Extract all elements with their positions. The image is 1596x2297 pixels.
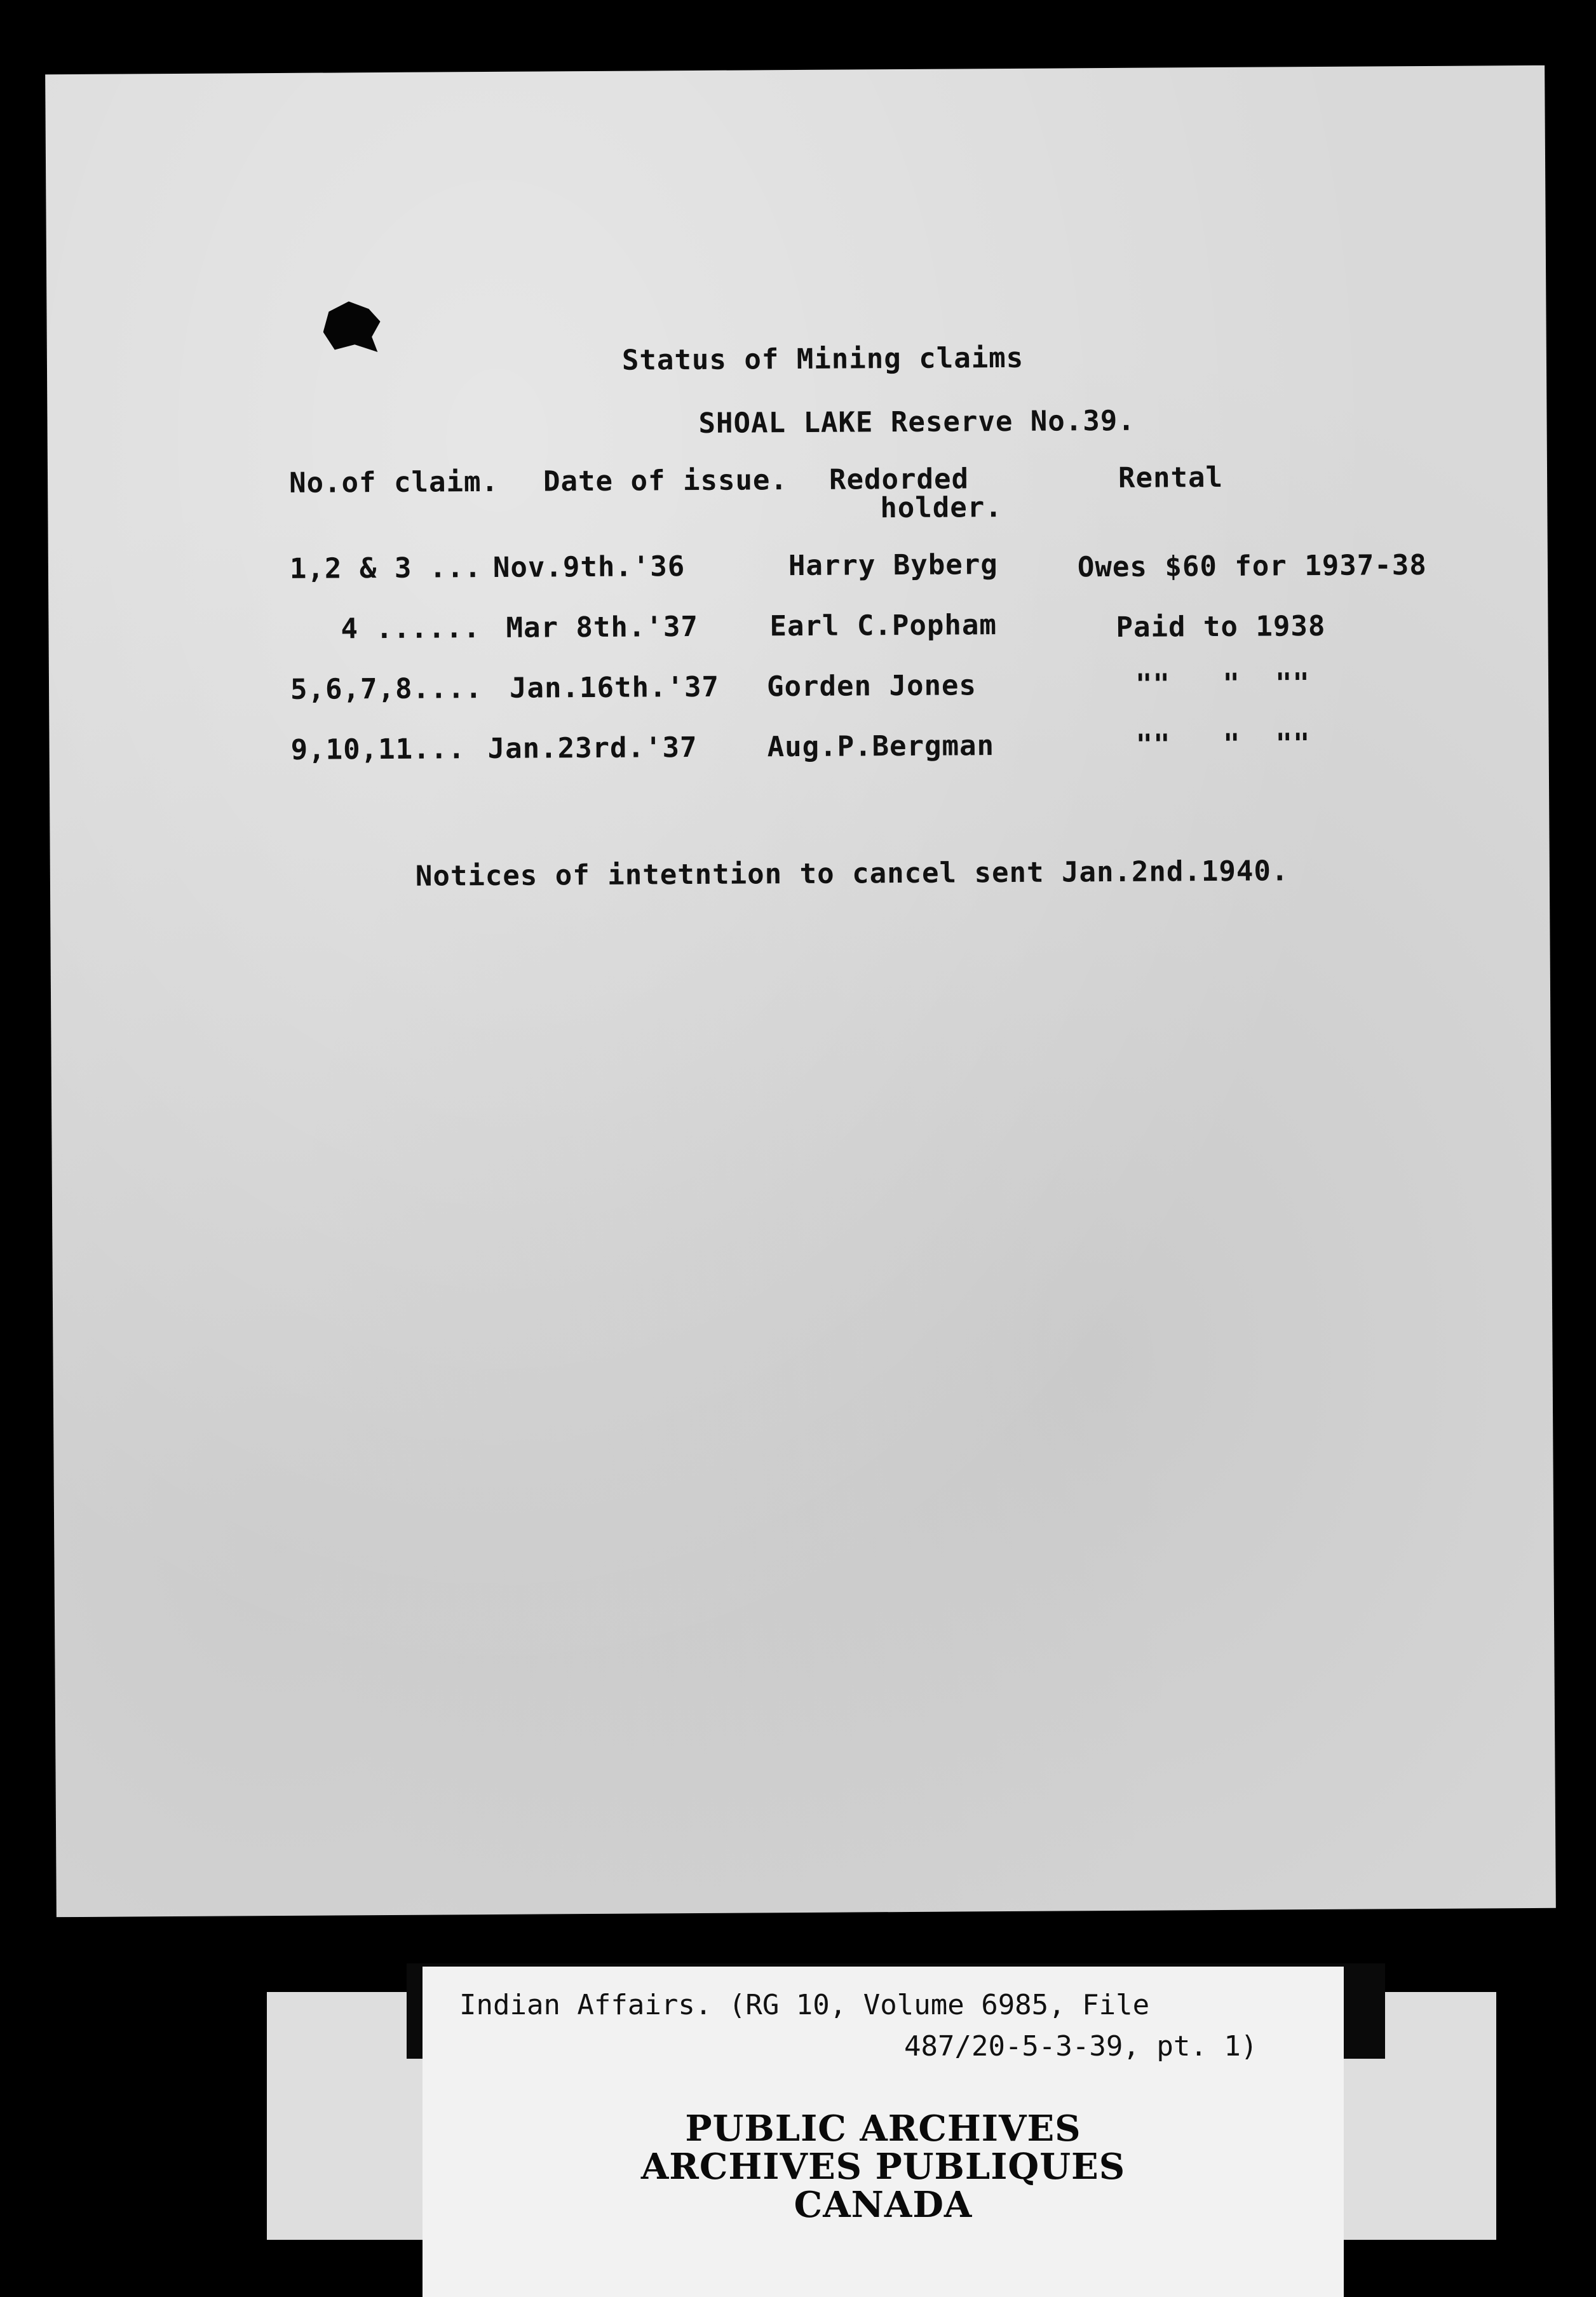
header-claim: No.of claim. [288,465,499,499]
header-holder-line1: Redorded [828,463,970,496]
header-date: Date of issue. [543,464,788,498]
row-date: Jan.16th.'37 [509,670,720,705]
archive-label [423,1967,1344,2297]
document-title: Status of Mining claims [621,341,1024,377]
row-date: Mar 8th.'37 [506,610,699,644]
row-rental: "" " "" [1135,728,1311,761]
row-date: Nov.9th.'36 [492,550,686,584]
row-holder: Aug.P.Bergman [767,729,995,764]
typed-document-sheet [45,65,1556,1917]
reference-line-1: Indian Affairs. (RG 10, Volume 6985, File [459,1989,1150,2021]
row-rental: Owes $60 for 1937-38 [1077,548,1427,584]
header-rental: Rental [1118,461,1224,494]
row-claim: 5,6,7,8.... [290,672,483,706]
row-holder: Harry Byberg [788,548,998,583]
header-holder-line2: holder. [880,491,1003,525]
reference-line-2: 487/20-5-3-39, pt. 1) [904,2030,1258,2063]
row-holder: Earl C.Popham [769,609,998,643]
row-holder: Gorden Jones [766,669,977,703]
document-subtitle: SHOAL LAKE Reserve No.39. [698,404,1135,440]
cancellation-note: Notices of intetntion to cancel sent Jan.2nd.1940. [415,855,1289,893]
stamp-line-canada: CANADA [794,2184,973,2226]
row-rental: "" " "" [1135,667,1311,701]
row-claim: 9,10,11... [290,733,466,766]
stamp-line-archives-publiques: ARCHIVES PUBLIQUES [640,2146,1126,2188]
stamp-line-public-archives: PUBLIC ARCHIVES [685,2108,1081,2150]
row-claim: 4 ...... [341,612,481,646]
ink-blot [323,301,380,353]
row-claim: 1,2 & 3 ... [289,552,482,585]
row-rental: Paid to 1938 [1116,609,1326,644]
row-date: Jan.23rd.'37 [487,731,698,765]
